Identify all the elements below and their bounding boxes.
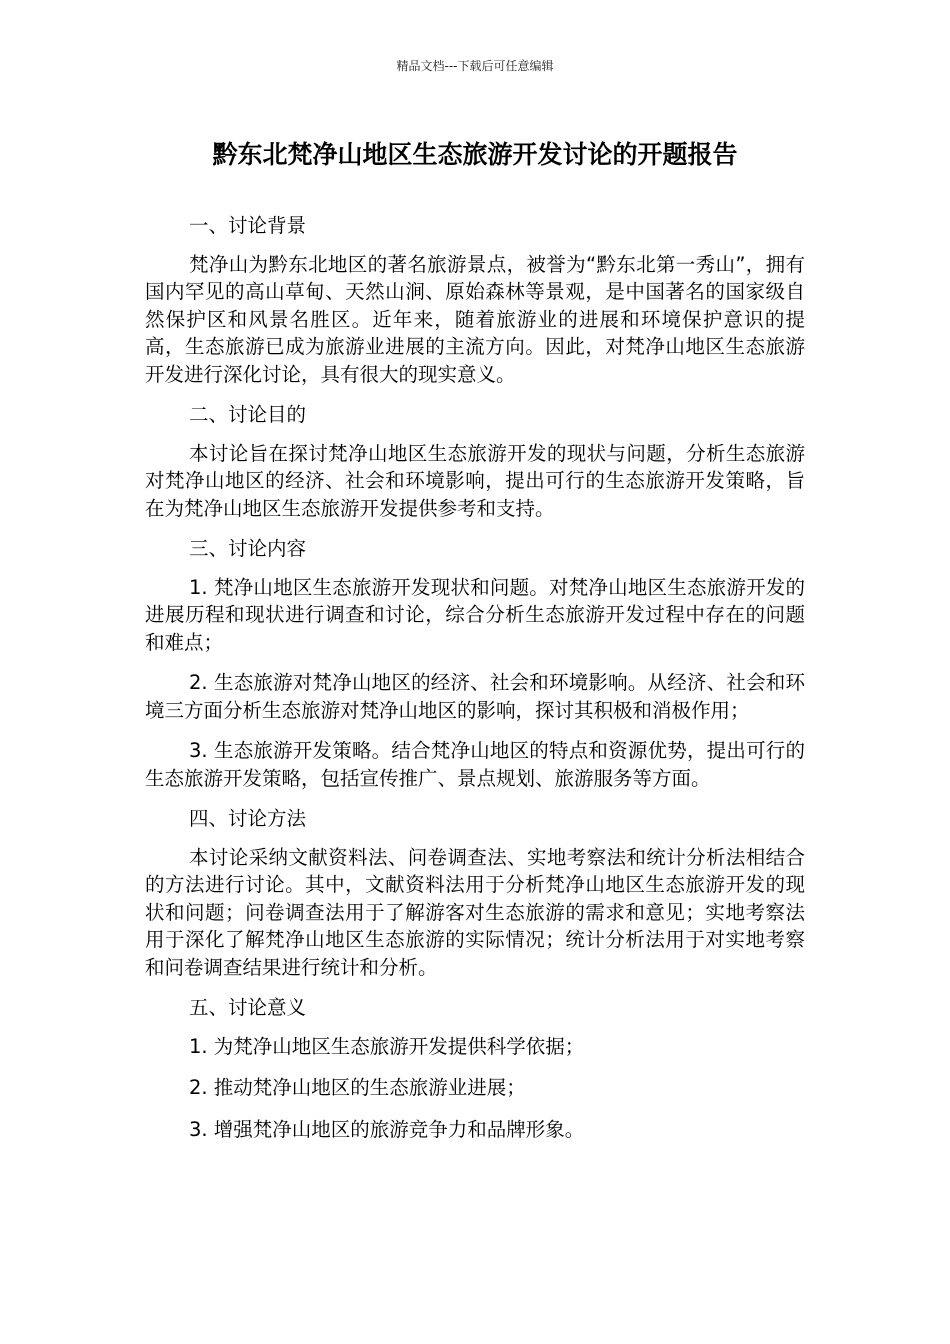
content-item-2: 2. 生态旅游对梵净山地区的经济、社会和环境影响。从经济、社会和环境三方面分析生态旅游对梵净山地区的影响，探讨其积极和消极作用； — [145, 671, 805, 722]
significance-item-2: 2. 推动梵净山地区的生态旅游业进展； — [189, 1076, 526, 1099]
significance-item-1: 1. 为梵净山地区生态旅游开发提供科学依据； — [189, 1034, 585, 1058]
document-body — [145, 212, 805, 1157]
section-heading-method: 四、讨论方法 — [189, 807, 307, 830]
purpose-paragraph: 本讨论旨在探讨梵净山地区生态旅游开发的现状与问题，分析生态旅游对梵净山地区的经济、社会和环境影响，提出可行的生态旅游开发策略，旨在为梵净山地区生态旅游开发提供参考和支持。 — [145, 441, 805, 520]
section-heading-background: 一、讨论背景 — [189, 214, 307, 237]
method-paragraph: 本讨论采纳文献资料法、问卷调查法、实地考察法和统计分析法相结合的方法进行讨论。其中，文献资料法用于分析梵净山地区生态旅游开发的现状和问题；问卷调查法用于了解游客对生态旅游的需求和意见；实地考察法用于深化了解梵净山地区生态旅游的实际情况；统计分析法用于对实地考察和问卷调查结果进行统计和分析。 — [145, 845, 805, 979]
content-item-1: 1. 梵净山地区生态旅游开发现状和问题。对梵净山地区生态旅游开发的进展历程和现状进行调查和讨论，综合分析生态旅游开发过程中存在的问题和难点； — [145, 575, 805, 654]
section-heading-significance: 五、讨论意义 — [189, 996, 307, 1019]
header-note: 精品文档---下载后可任意编辑 — [396, 59, 554, 73]
background-paragraph: 梵净山为黔东北地区的著名旅游景点，被誉为“黔东北第一秀山”，拥有国内罕见的高山草甸、天然山涧、原始森林等景观，是中国著名的国家级自然保护区和风景名胜区。近年来，随着旅游业的进展和环境保护意识的提高，生态旅游已成为旅游业进展的主流方向。因此，对梵净山地区生态旅游开发进行深化讨论，具有很大的现实意义。 — [145, 252, 805, 386]
content-item-3: 3. 生态旅游开发策略。结合梵净山地区的特点和资源优势，提出可行的生态旅游开发策略，包括宣传推广、景点规划、旅游服务等方面。 — [145, 739, 805, 790]
section-heading-purpose: 二、讨论目的 — [189, 403, 307, 426]
document-title: 黔东北梵净山地区生态旅游开发讨论的开题报告 — [212, 140, 738, 169]
section-heading-content: 三、讨论内容 — [189, 537, 307, 560]
significance-item-3: 3. 增强梵净山地区的旅游竞争力和品牌形象。 — [189, 1117, 585, 1141]
